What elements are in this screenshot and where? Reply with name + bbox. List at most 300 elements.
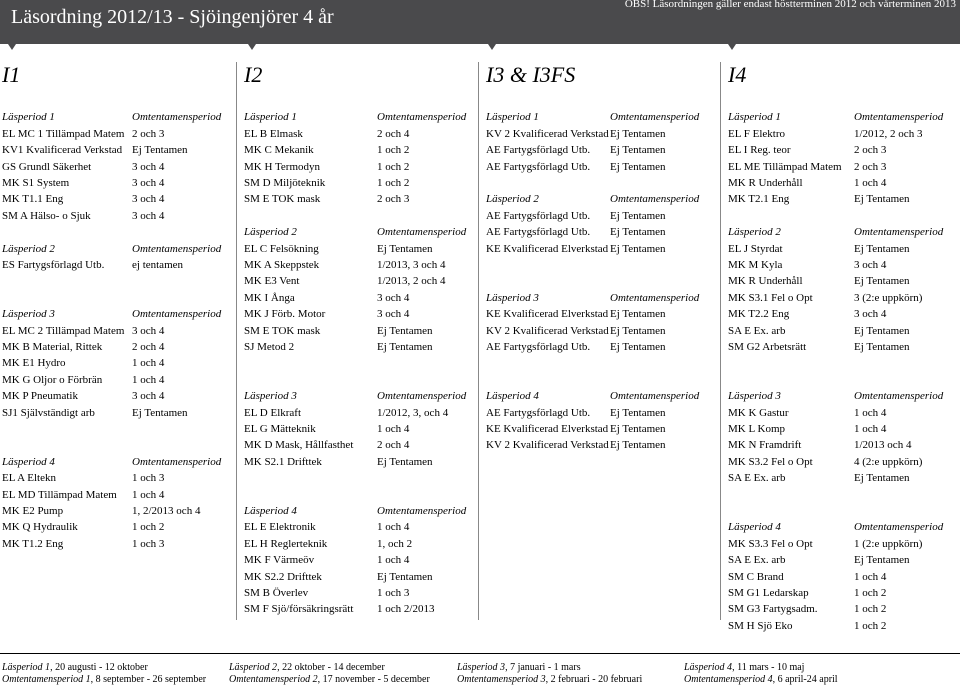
period-header-row [244, 226, 478, 242]
omtentamen-value: Ej Tentamen [854, 554, 910, 567]
omtentamen-value: 1 och 4 [854, 423, 887, 435]
period-label: Läsperiod 4 [2, 455, 55, 468]
course-name: ES Fartygsförlagd Utb. [2, 259, 105, 271]
class-title: I4 [728, 62, 747, 87]
course-name: MK P Pneumatik [2, 390, 78, 403]
omtentamen-value: 3 och 4 [132, 390, 165, 403]
course-row [486, 341, 720, 357]
legend-period-label: Läsperiod 3 [457, 662, 506, 673]
course-name: EL G Mätteknik [244, 423, 316, 435]
course-row [2, 210, 236, 226]
footer-rule [0, 653, 960, 654]
omtentamen-value: 1/2013, 2 och 4 [377, 275, 446, 288]
omtentamen-value: Ej Tentamen [854, 472, 910, 485]
course-name: MK E2 Pump [2, 505, 64, 517]
course-row [244, 161, 478, 177]
period-label: Läsperiod 3 [2, 308, 55, 321]
footer-legend-2 [229, 662, 430, 686]
course-name: MK S2.2 Drifttek [244, 570, 322, 583]
course-name: MK T1.1 Eng [2, 193, 64, 206]
course-name: AE Fartygsförlagd Utb. [486, 226, 591, 239]
period-label: Läsperiod 2 [244, 226, 297, 239]
course-name: AE Fartygsförlagd Utb. [486, 406, 591, 419]
course-row [728, 554, 960, 570]
omtentamen-header: Omtentamensperiod [132, 308, 222, 321]
course-name: MK C Mekanik [244, 144, 314, 157]
legend-omt-dates: , 17 november - 5 december [317, 674, 430, 685]
course-row [2, 177, 236, 193]
period-label: Läsperiod 2 [728, 226, 781, 239]
omtentamen-value: Ej Tentamen [377, 570, 433, 583]
course-row [728, 292, 960, 308]
period-label: Läsperiod 3 [728, 390, 781, 403]
course-name: KE Kvalificerad Elverkstad [486, 308, 609, 321]
omtentamen-value: Ej Tentamen [610, 144, 666, 157]
course-row [486, 423, 720, 439]
course-name: MK Q Hydraulik [2, 521, 78, 534]
omtentamen-header: Omtentamensperiod [610, 390, 700, 403]
omtentamen-value: Ej Tentamen [610, 160, 666, 173]
course-row [728, 259, 960, 275]
course-name: GS Grundl Säkerhet [2, 160, 92, 173]
omtentamen-value: Ej Tentamen [610, 226, 666, 239]
legend-omt-dates: , 2 februari - 20 februari [545, 674, 643, 685]
course-row [2, 259, 236, 275]
period-header-row [244, 111, 478, 127]
course-name: MK S1 System [2, 177, 70, 189]
header-pointer-2 [248, 44, 256, 50]
course-name: EL B Elmask [244, 127, 303, 140]
course-row [728, 620, 960, 636]
legend-period-label: Läsperiod 1 [2, 662, 51, 673]
course-name: SA E Ex. arb [728, 554, 786, 567]
period-header-row [244, 390, 478, 406]
omtentamen-header: Omtentamensperiod [854, 390, 944, 403]
course-row [244, 259, 478, 275]
course-row [486, 226, 720, 242]
course-name: EL C Felsökning [244, 242, 319, 255]
course-row [2, 144, 236, 160]
course-row [2, 341, 236, 357]
omtentamen-header: Omtentamensperiod [377, 505, 467, 517]
course-name: EL A Eltekn [2, 472, 56, 485]
column-i1 [0, 62, 237, 620]
period-label: Läsperiod 1 [2, 111, 55, 124]
omtentamen-value: Ej Tentamen [854, 242, 910, 255]
course-name: KE Kvalificerad Elverkstad [486, 423, 609, 435]
course-row [728, 571, 960, 587]
course-row [728, 407, 960, 423]
omtentamen-value: Ej Tentamen [610, 341, 666, 353]
omtentamen-header: Omtentamensperiod [610, 291, 700, 304]
course-name: SM E TOK mask [244, 324, 321, 337]
course-name: MK M Kyla [728, 259, 783, 271]
course-name: KE Kvalificerad Elverkstad [486, 242, 609, 255]
period-header-row [2, 111, 236, 127]
course-name: MK T1.2 Eng [2, 537, 64, 550]
omtentamen-value: 3 och 4 [132, 193, 165, 206]
header-pointer-4 [728, 44, 736, 50]
course-name: AE Fartygsförlagd Utb. [486, 209, 591, 222]
omtentamen-value: 1 och 4 [377, 521, 410, 534]
course-name: MK B Material, Rittek [2, 341, 103, 353]
course-name: MK S2.1 Drifttek [244, 455, 322, 468]
omtentamen-header: Omtentamensperiod [610, 111, 700, 124]
legend-period-label: Läsperiod 4 [684, 662, 733, 673]
legend-omt-label: Omtentamensperiod 4 [684, 674, 773, 685]
course-row [2, 407, 236, 423]
omtentamen-value: 1, och 2 [377, 537, 413, 550]
course-name: SM D Miljöteknik [244, 177, 326, 189]
omtentamen-value: 3 och 4 [377, 308, 410, 321]
course-row [244, 128, 478, 144]
omtentamen-header: Omtentamensperiod [854, 111, 944, 124]
omtentamen-value: 3 och 4 [132, 160, 165, 173]
omtentamen-value: 2 och 3 [854, 144, 887, 157]
course-row [244, 603, 478, 619]
course-name: MK D Mask, Hållfasthet [244, 439, 354, 452]
course-row [244, 456, 478, 472]
course-name: MK I Ånga [244, 291, 295, 304]
period-label: Läsperiod 2 [486, 193, 539, 206]
omtentamen-value: Ej Tentamen [854, 324, 910, 337]
course-name: AE Fartygsförlagd Utb. [486, 160, 591, 173]
omtentamen-header: Omtentamensperiod [132, 242, 222, 255]
course-name: EL E Elektronik [244, 521, 316, 534]
course-name: AE Fartygsförlagd Utb. [486, 341, 591, 353]
course-name: MK E3 Vent [244, 275, 300, 288]
omtentamen-header: Omtentamensperiod [377, 111, 467, 124]
course-name: MK J Förb. Motor [244, 308, 326, 321]
course-name: MK T2.1 Eng [728, 193, 790, 206]
course-row [2, 357, 236, 373]
period-header-row [728, 226, 960, 242]
column-i2 [242, 62, 479, 620]
omtentamen-value: 1/2012, 3, och 4 [377, 406, 449, 419]
omtentamen-value: 1 och 2 [132, 521, 165, 534]
period-header-row [2, 243, 236, 259]
period-header-row [2, 456, 236, 472]
course-row [244, 587, 478, 603]
omtentamen-value: Ej Tentamen [132, 144, 188, 157]
course-row [244, 554, 478, 570]
period-label: Läsperiod 2 [2, 242, 55, 255]
course-name: KV1 Kvalificerad Verkstad [2, 144, 123, 157]
omtentamen-value: Ej Tentamen [610, 209, 666, 222]
period-header-row [486, 111, 720, 127]
omtentamen-value: Ej Tentamen [377, 341, 433, 353]
omtentamen-value: 1 och 3 [132, 537, 165, 550]
course-name: MK H Termodyn [244, 160, 321, 173]
omtentamen-value: Ej Tentamen [132, 406, 188, 419]
omtentamen-value: Ej Tentamen [610, 127, 666, 140]
course-name: KV 2 Kvalificerad Verkstad [486, 127, 609, 140]
omtentamen-header: Omtentamensperiod [377, 226, 467, 239]
header-pointer-3 [488, 44, 496, 50]
course-row [486, 243, 720, 259]
omtentamen-value: 1 och 2 [377, 144, 410, 157]
omtentamen-value: 3 (2:e uppkörn) [854, 291, 923, 304]
omtentamen-value: 3 och 4 [132, 209, 165, 222]
course-name: SM B Överlev [244, 587, 309, 599]
course-row [244, 325, 478, 341]
omtentamen-value: 1 och 2 [377, 160, 410, 173]
course-name: MK A Skeppstek [244, 259, 320, 271]
omtentamen-value: 1 och 2 [854, 603, 887, 616]
omtentamen-value: Ej Tentamen [854, 275, 910, 288]
course-row [728, 439, 960, 455]
course-name: SM H Sjö Eko [728, 619, 793, 632]
course-row [728, 325, 960, 341]
omtentamen-value: 1 och 3 [377, 587, 410, 599]
omtentamen-value: 1 och 4 [132, 488, 165, 501]
course-name: SM G2 Arbetsrätt [728, 341, 807, 353]
course-row [244, 571, 478, 587]
omtentamen-value: 1 och 4 [132, 373, 165, 386]
legend-omt-dates: , 8 september - 26 september [90, 674, 207, 685]
omtentamen-value: Ej Tentamen [377, 242, 433, 255]
omtentamen-value: 1/2013 och 4 [854, 439, 912, 452]
period-header-row [728, 390, 960, 406]
course-name: SA E Ex. arb [728, 472, 786, 485]
course-name: KV 2 Kvalificerad Verkstad [486, 324, 609, 337]
omtentamen-header: Omtentamensperiod [610, 193, 700, 206]
course-row [728, 144, 960, 160]
course-row [728, 177, 960, 193]
omtentamen-value: 3 och 4 [132, 177, 165, 189]
course-row [2, 193, 236, 209]
course-row [728, 456, 960, 472]
course-row [244, 193, 478, 209]
omtentamen-value: Ej Tentamen [854, 193, 910, 206]
footer-legend-1 [2, 662, 206, 686]
course-row [244, 538, 478, 554]
legend-period-dates: , 11 mars - 10 maj [732, 662, 805, 673]
legend-omt-label: Omtentamensperiod 1 [2, 674, 91, 685]
course-name: EL F Elektro [728, 127, 786, 140]
legend-period-label: Läsperiod 2 [229, 662, 278, 673]
column-i4 [726, 62, 960, 632]
omtentamen-value: Ej Tentamen [610, 423, 666, 435]
course-row [2, 489, 236, 505]
course-row [728, 308, 960, 324]
course-name: EL H Reglerteknik [244, 537, 328, 550]
omtentamen-header: Omtentamensperiod [132, 455, 222, 468]
course-row [728, 275, 960, 291]
legend-omt-label: Omtentamensperiod 2 [229, 674, 318, 685]
course-name: SJ1 Självständigt arb [2, 406, 95, 419]
page-title: Läsordning 2012/13 - Sjöingenjörer 4 år [11, 6, 334, 28]
period-label: Läsperiod 1 [728, 111, 781, 124]
omtentamen-value: 1/2012, 2 och 3 [854, 127, 923, 140]
course-name: SM E TOK mask [244, 193, 321, 206]
course-name: SM C Brand [728, 570, 784, 583]
period-header-row [486, 292, 720, 308]
course-name: EL MC 1 Tillämpad Matem [2, 127, 125, 140]
omtentamen-value: 1 (2:e uppkörn) [854, 537, 923, 550]
course-name: MK E1 Hydro [2, 357, 66, 370]
omtentamen-header: Omtentamensperiod [854, 521, 944, 534]
notice-text: OBS! Läsordningen gäller endast höstterminen 2012 och vårterminen 2013 [624, 0, 956, 10]
omtentamen-value: 1 och 2 [377, 177, 410, 189]
course-name: KV 2 Kvalificerad Verkstad [486, 439, 609, 452]
course-name: SM A Hälso- o Sjuk [2, 209, 91, 222]
omtentamen-header: Omtentamensperiod [854, 226, 944, 239]
course-row [486, 128, 720, 144]
omtentamen-header: Omtentamensperiod [377, 390, 467, 403]
period-label: Läsperiod 4 [486, 390, 539, 403]
course-row [244, 177, 478, 193]
course-name: MK S3.2 Fel o Opt [728, 455, 813, 468]
course-row [486, 439, 720, 455]
period-header-row [728, 111, 960, 127]
header-bar [0, 0, 960, 44]
course-name: EL MD Tillämpad Matem [2, 488, 117, 501]
omtentamen-value: 3 och 4 [854, 308, 887, 321]
course-row [728, 193, 960, 209]
course-name: MK N Framdrift [728, 439, 802, 452]
course-row [244, 144, 478, 160]
period-label: Läsperiod 3 [486, 291, 539, 304]
course-row [486, 144, 720, 160]
course-row [2, 521, 236, 537]
omtentamen-value: Ej Tentamen [377, 324, 433, 337]
omtentamen-value: 1 och 4 [854, 570, 887, 583]
course-row [728, 161, 960, 177]
period-header-row [728, 521, 960, 537]
course-name: MK K Gastur [728, 406, 789, 419]
course-row [244, 423, 478, 439]
omtentamen-value: 3 och 4 [132, 324, 165, 337]
course-name: AE Fartygsförlagd Utb. [486, 144, 591, 157]
omtentamen-value: 1 och 4 [854, 406, 887, 419]
course-row [2, 161, 236, 177]
course-row [244, 292, 478, 308]
course-row [244, 308, 478, 324]
course-name: SM F Sjö/försäkringsrätt [244, 603, 354, 616]
course-row [486, 308, 720, 324]
period-header-row [2, 308, 236, 324]
period-label: Läsperiod 4 [244, 505, 297, 517]
course-name: MK L Komp [728, 423, 786, 435]
omtentamen-value: 1 och 3 [132, 472, 165, 485]
course-row [486, 325, 720, 341]
course-row [728, 128, 960, 144]
omtentamen-value: 1 och 4 [854, 177, 887, 189]
course-name: MK T2.2 Eng [728, 308, 790, 321]
course-name: MK R Underhåll [728, 177, 803, 189]
course-name: MK S3.3 Fel o Opt [728, 537, 813, 550]
course-row [244, 243, 478, 259]
course-name: SM G1 Ledarskap [728, 587, 809, 599]
period-label: Läsperiod 1 [244, 111, 297, 124]
course-name: SJ Metod 2 [244, 341, 295, 353]
course-row [728, 423, 960, 439]
course-name: EL I Reg. teor [728, 144, 791, 157]
course-name: MK R Underhåll [728, 275, 803, 288]
course-name: MK S3.1 Fel o Opt [728, 291, 813, 304]
course-row [728, 243, 960, 259]
class-title: I1 [2, 62, 21, 87]
omtentamen-value: 1 och 2 [854, 619, 887, 632]
column-i3 [484, 62, 721, 620]
legend-period-dates: , 20 augusti - 12 oktober [50, 662, 148, 673]
footer-legend-4 [684, 662, 838, 686]
omtentamen-header: Omtentamensperiod [132, 111, 222, 124]
course-row [2, 505, 236, 521]
course-name: EL MC 2 Tillämpad Matem [2, 324, 125, 337]
class-title: I3 & I3FS [486, 62, 576, 87]
omtentamen-value: 1 och 4 [132, 357, 165, 370]
period-header-row [244, 505, 478, 521]
legend-period-dates: , 7 januari - 1 mars [505, 662, 581, 673]
omtentamen-value: 3 och 4 [377, 291, 410, 304]
course-row [486, 407, 720, 423]
omtentamen-value: 1 och 2/2013 [377, 603, 435, 616]
omtentamen-value: Ej Tentamen [610, 242, 666, 255]
period-label: Läsperiod 3 [244, 390, 297, 403]
course-row [244, 275, 478, 291]
course-row [2, 390, 236, 406]
course-row [244, 341, 478, 357]
omtentamen-value: ej tentamen [132, 259, 184, 271]
course-name: SA E Ex. arb [728, 324, 786, 337]
class-title: I2 [244, 62, 263, 87]
period-header-row [486, 193, 720, 209]
course-name: EL ME Tillämpad Matem [728, 160, 842, 173]
header-pointer-1 [8, 44, 16, 50]
legend-period-dates: , 22 oktober - 14 december [277, 662, 385, 673]
course-row [486, 210, 720, 226]
course-row [2, 472, 236, 488]
course-name: SM G3 Fartygsadm. [728, 603, 818, 616]
course-row [486, 161, 720, 177]
omtentamen-value: Ej Tentamen [610, 406, 666, 419]
course-row [244, 407, 478, 423]
course-row [2, 374, 236, 390]
course-row [244, 439, 478, 455]
omtentamen-value: 1, 2/2013 och 4 [132, 505, 201, 517]
omtentamen-value: 2 och 3 [132, 127, 165, 140]
course-row [728, 472, 960, 488]
omtentamen-value: 2 och 3 [854, 160, 887, 173]
course-row [728, 587, 960, 603]
omtentamen-value: 2 och 3 [377, 193, 410, 206]
omtentamen-value: Ej Tentamen [610, 324, 666, 337]
course-row [728, 538, 960, 554]
omtentamen-value: 2 och 4 [132, 341, 165, 353]
omtentamen-value: 2 och 4 [377, 439, 410, 452]
course-name: MK G Oljor o Förbrän [2, 373, 103, 386]
omtentamen-value: 3 och 4 [854, 259, 887, 271]
omtentamen-value: 2 och 4 [377, 127, 410, 140]
omtentamen-value: 1/2013, 3 och 4 [377, 259, 446, 271]
course-row [2, 128, 236, 144]
footer-legend-3 [457, 662, 642, 686]
omtentamen-value: Ej Tentamen [610, 439, 666, 452]
course-row [728, 603, 960, 619]
omtentamen-value: Ej Tentamen [854, 341, 910, 353]
course-row [2, 325, 236, 341]
omtentamen-value: 4 (2:e uppkörn) [854, 455, 923, 468]
period-header-row [486, 390, 720, 406]
course-row [244, 521, 478, 537]
legend-omt-label: Omtentamensperiod 3 [457, 674, 546, 685]
course-row [728, 341, 960, 357]
period-label: Läsperiod 1 [486, 111, 539, 124]
omtentamen-value: 1 och 4 [377, 554, 410, 567]
omtentamen-value: 1 och 4 [377, 423, 410, 435]
